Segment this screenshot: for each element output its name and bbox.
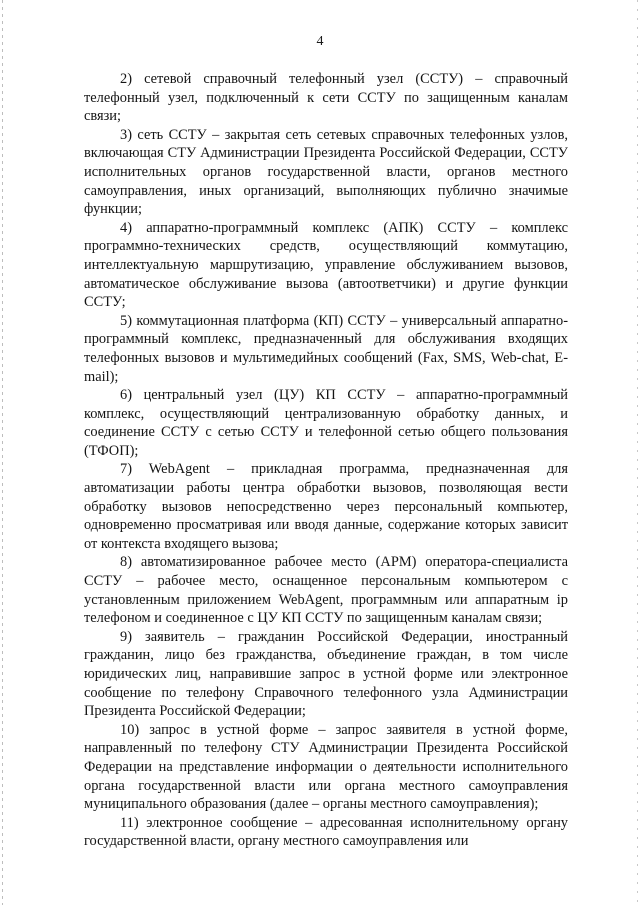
scan-left-edge <box>2 0 3 905</box>
paragraph-6: 6) центральный узел (ЦУ) КП ССТУ – аппаратно-программный комплекс, осуществляющий централизованную обработку данных, и соединение ССТУ с сетью ССТУ и телефонной сетью общего пользования (ТФОП); <box>84 387 568 459</box>
paragraph-9: 9) заявитель – гражданин Российской Федерации, иностранный гражданин, лицо без гражданства, объединение граждан, в том числе юридических лиц, направившие запрос в устной форме или электронное сообщение по телефону Справочного телефонного узла Администрации Президента Российской Федерации; <box>84 628 568 720</box>
paragraph-5: 5) коммутационная платформа (КП) ССТУ – универсальный аппаратно-программный комплекс, предназначенный для обслуживания входящих телефонных вызовов и мультимедийных сообщений (Fax, SMS, Web-chat, E-mail); <box>84 312 568 385</box>
paragraph-10: 10) запрос в устной форме – запрос заявителя в устной форме, направленный по телефону СТУ Администрации Президента Российской Федерации на представление информации о деятельности исполнительного органа государственной власти или органа местного самоуправления муниципального образования (далее – органы местного самоуправления); <box>84 721 568 813</box>
page-number: 4 <box>316 34 324 49</box>
scan-right-edge <box>637 0 638 905</box>
paragraph-4: 4) аппаратно-программный комплекс (АПК) ССТУ – комплекс программно-технических средств, осуществляющий коммутацию, интеллектуальную маршрутизацию, управление обслуживанием вызовов, автоматическое обслуживание вызова (автоответчики) и другие функции ССТУ; <box>84 219 568 311</box>
paragraph-11: 11) электронное сообщение – адресованная исполнительному органу государственной власти, органу местного самоуправления или <box>84 814 568 850</box>
paragraph-2: 2) сетевой справочный телефонный узел (ССТУ) – справочный телефонный узел, подключенный к сети ССТУ по защищенным каналам связи; <box>84 71 568 125</box>
paragraph-3: 3) сеть ССТУ – закрытая сеть сетевых справочных телефонных узлов, включающая СТУ Администрации Президента Российской Федерации, ССТУ исполнительных органов государственной власти, органов местного самоуправления, иных организаций, выполняющих публично значимые функции; <box>84 126 568 218</box>
body-text <box>84 70 568 851</box>
paragraph-8: 8) автоматизированное рабочее место (АРМ) оператора-специалиста ССТУ – рабочее место, оснащенное персональным компьютером с установленным приложением WebAgent, программным или аппаратным ip телефоном и соединенное с ЦУ КП ССТУ по защищенным каналам связи; <box>84 554 568 627</box>
paragraph-7: 7) WebAgent – прикладная программа, предназначенная для автоматизации работы центра обработки вызовов, позволяющая вести обработку вызовов непосредственно через персональный компьютер, одновременно просматривая или вводя данные, содержание которых зависит от контекста входящего вызова; <box>84 461 568 552</box>
